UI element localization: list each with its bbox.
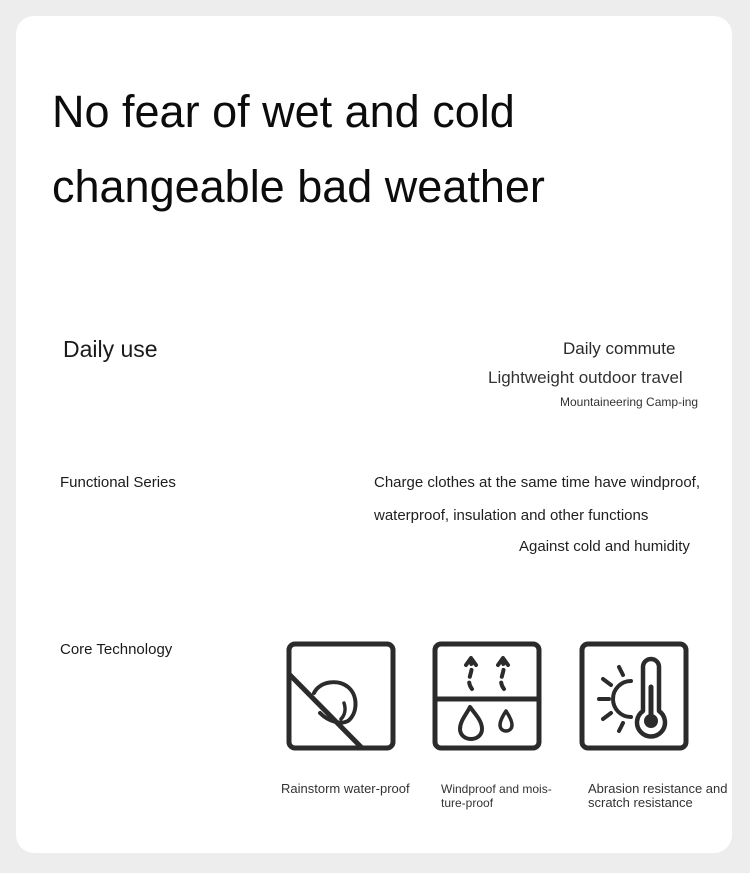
- feature-caption-windproof: Windproof and mois-ture-proof: [441, 782, 552, 810]
- content-card: [16, 16, 732, 853]
- core-technology-label: Core Technology: [60, 641, 173, 658]
- headline-line-2: changeable bad weather: [52, 161, 545, 212]
- thermometer-sun-icon: [579, 641, 689, 751]
- feature-caption-rainstorm: Rainstorm water-proof: [281, 781, 410, 796]
- usage-item-camping: Mountaineering Camp-ing: [560, 395, 699, 409]
- page-headline: [52, 74, 545, 224]
- functional-line-2: waterproof, insulation and other functions: [374, 507, 649, 524]
- windproof-moisture-icon: [432, 641, 542, 751]
- rainstorm-waterproof-icon: [286, 641, 396, 751]
- usage-item-outdoor-travel: Lightweight outdoor travel: [488, 368, 683, 387]
- usage-item-daily-commute: Daily commute: [563, 339, 676, 358]
- headline-line-1: No fear of wet and cold: [52, 86, 515, 137]
- functional-line-1: Charge clothes at the same time have windproof,: [374, 474, 701, 491]
- feature-caption-abrasion: Abrasion resistance and scratch resistance: [588, 781, 728, 810]
- functional-series-label: Functional Series: [60, 474, 176, 491]
- daily-use-label: Daily use: [63, 336, 158, 362]
- functional-line-3: Against cold and humidity: [519, 538, 690, 555]
